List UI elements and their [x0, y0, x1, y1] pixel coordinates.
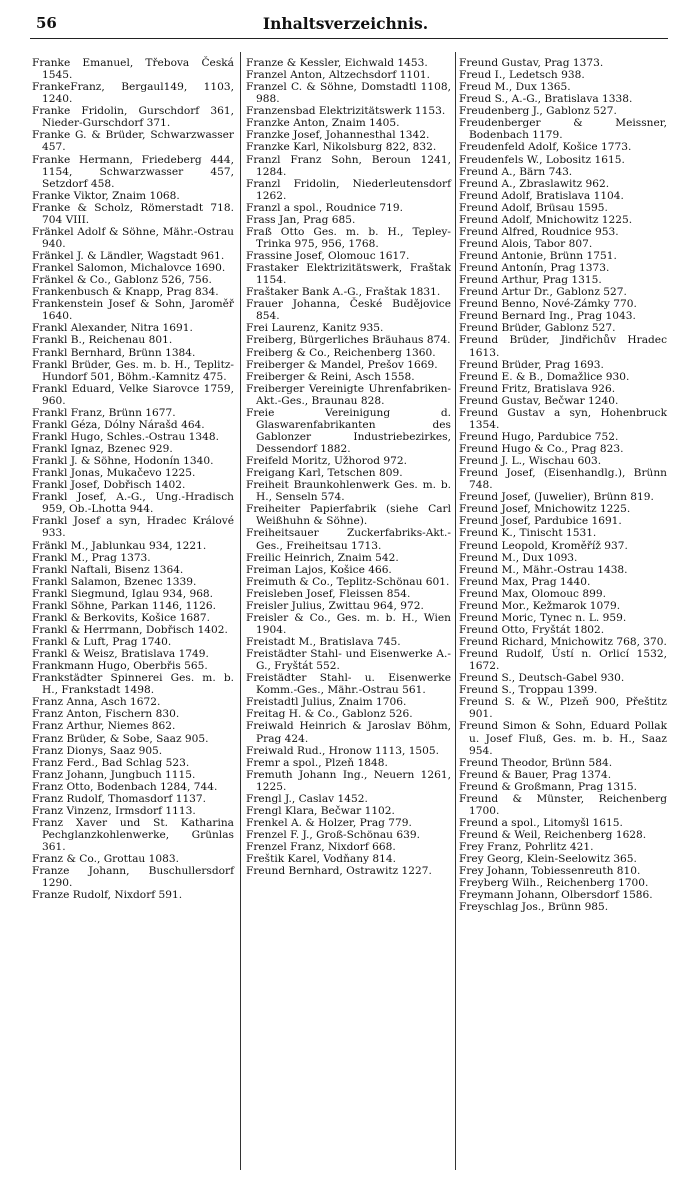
index-entry: Freiwald Rud., Hronow 1113, 1505. [246, 744, 440, 757]
index-entry: Freund Otto, Fryštát 1802. [459, 623, 605, 636]
index-entry: Freiberger & Reini, Asch 1558. [246, 370, 415, 383]
index-entry: Freund Brüder, Jindřichův Hradec 1613. [459, 334, 667, 359]
index-entry: Franz Anton, Fischern 830. [32, 708, 180, 721]
index-entry: Freund Bernhard, Ostrawitz 1227. [246, 865, 432, 878]
index-entry: Freistädter Stahl- und Eisenwerke A.-G., Fryštát 552. [246, 648, 451, 673]
index-entry: Franzl Fridolin, Niederleutensdorf 1262. [246, 177, 451, 202]
index-entry: Freund Brüder, Prag 1693. [459, 358, 604, 371]
index-entry: Franz Dionys, Saaz 905. [32, 744, 163, 757]
index-entry: Freund Rudolf, Ústí n. Orlicí 1532, 1672. [459, 648, 667, 673]
index-entry: Freund S., Troppau 1399. [459, 684, 598, 697]
index-entry: Franz Xaver und St. Katharina Pechglanzkohlenwerke, Grünlas 361. [32, 816, 234, 854]
index-entry: Fränkel J. & Ländler, Wagstadt 961. [32, 250, 225, 262]
index-entry: Franze Johann, Buschullersdorf 1290. [32, 865, 234, 890]
index-entry: Freund Alfred, Roudnice 953. [459, 225, 619, 238]
index-entry: Frey Johann, Tobiessenreuth 810. [459, 865, 641, 878]
column-divider [240, 52, 241, 1170]
index-entry: Freund & Münster, Reichenberg 1700. [459, 792, 667, 817]
index-entry: Freund Simon & Sohn, Eduard Pollak u. Josef Fluß, Ges. m. b. H., Saaz 954. [459, 720, 667, 757]
index-entry: Freund Antonie, Brünn 1751. [459, 250, 617, 262]
index-entry: Freund S. & W., Plzeň 900, Přeštitz 901. [459, 696, 667, 721]
index-entry: Franz Rudolf, Thomasdorf 1137. [32, 792, 207, 805]
index-entry: Freund Josef, (Juwelier), Brünn 819. [459, 491, 654, 504]
index-entry: Frankl Eduard, Velke Siarovce 1759, 960. [32, 382, 234, 407]
index-entry: Freistadt M., Bratislava 745. [246, 636, 401, 648]
index-entry: Freund a spol., Litomyšl 1615. [459, 816, 623, 829]
index-entry: Franzke Josef, Johannesthal 1342. [246, 129, 430, 142]
index-entry: Freund Max, Prag 1440. [459, 575, 591, 588]
index-entry: Franzel C. & Söhne, Domstadtl 1108, 988. [246, 81, 451, 106]
index-entry: Freund Alois, Tabor 807. [459, 237, 593, 250]
index-entry: Freistadtl Julius, Znaim 1706. [246, 696, 407, 709]
index-entry: Frankl B., Reichenau 801. [32, 334, 173, 347]
index-entry: Frankmann Hugo, Oberbřis 565. [32, 660, 208, 673]
index-entry: Franz Otto, Bodenbach 1284, 744. [32, 780, 218, 793]
index-entry: Franz Brüder, & Sobe, Saaz 905. [32, 732, 209, 745]
index-entry: Franz Arthur, Niemes 862. [32, 720, 176, 733]
index-entry: Frankl Franz, Brünn 1677. [32, 406, 176, 419]
index-entry: Freisler Julius, Zwittau 964, 972. [246, 599, 424, 612]
index-entry: Freund Adolf, Brüsau 1595. [459, 201, 608, 214]
index-entry: Freund A., Bärn 743. [459, 165, 573, 178]
index-entry: Freiberger Vereinigte Uhrenfabriken-Akt.-Ges., Braunau 828. [246, 382, 451, 407]
index-entry: Freund M., Dux 1093. [459, 551, 578, 564]
index-entry: Freiheit Braunkohlenwerk Ges. m. b. H., Senseln 574. [246, 479, 451, 504]
index-entry: Frankl & Weisz, Bratislava 1749. [32, 648, 209, 661]
index-entry: FrankeFranz, Bergaul149, 1103, 1240. [32, 81, 234, 106]
index-entry: Freud I., Ledetsch 938. [459, 69, 585, 82]
index-entry: Freund & Großmann, Prag 1315. [459, 780, 637, 793]
index-entry: Freilic Heinrich, Znaim 542. [246, 551, 399, 564]
index-entry: Freund & Weil, Reichenberg 1628. [459, 829, 647, 841]
index-entry: Freudenberg J., Gablonz 527. [459, 105, 617, 118]
index-entry: Franzke Karl, Nikolsburg 822, 832. [246, 141, 437, 154]
index-entry: Franke Fridolin, Gurschdorf 361, Nieder-Gurschdorf 371. [32, 105, 234, 130]
index-entry: Frankl M., Prag 1373. [32, 551, 151, 564]
index-entry: Franke Hermann, Friedeberg 444, 1154, Schwarzwasser 457, Setzdorf 458. [32, 153, 234, 190]
index-entry: Franke Viktor, Znaim 1068. [32, 189, 180, 202]
index-entry: Freund M., Mähr.-Ostrau 1438. [459, 563, 628, 576]
index-entry: Freund A., Zbraslawitz 962. [459, 177, 610, 190]
index-entry: Freund Arthur, Prag 1315. [459, 274, 602, 287]
index-entry: Freiberg & Co., Reichenberg 1360. [246, 346, 436, 359]
index-entry: Frenzel Franz, Nixdorf 668. [246, 841, 396, 854]
index-entry: Frankl Ignaz, Bzenec 929. [32, 443, 173, 455]
index-entry: Freiheiter Papierfabrik (siehe Carl Weißhuhn & Söhne). [246, 503, 451, 528]
index-entry: Fränkel Adolf & Söhne, Mähr.-Ostrau 940. [32, 225, 234, 250]
index-entry: Freund Leopold, Kroměříž 937. [459, 539, 628, 552]
index-entry: Freund Bernard Ing., Prag 1043. [459, 310, 636, 323]
index-entry: Freiwald Heinrich & Jaroslav Böhm, Prag 424. [246, 720, 451, 745]
index-entry: Frengl Klara, Bečwar 1102. [246, 804, 395, 817]
index-entry: Freund K., Tinischt 1531. [459, 527, 597, 540]
page-title: Inhaltsverzeichnis. [262, 14, 429, 33]
index-entry: Frankl Söhne, Parkan 1146, 1126. [32, 599, 216, 612]
index-entry: Freund Josef, Mnichowitz 1225. [459, 503, 631, 516]
index-column-2 [246, 57, 451, 877]
index-entry: Freund Josef, (Eisenhandlg.), Brünn 748. [459, 467, 667, 492]
index-entry: Frankl Josef, A.-G., Ung.-Hradisch 959, Ob.-Lhotta 944. [32, 491, 234, 516]
index-entry: Franze Rudolf, Nixdorf 591. [32, 889, 183, 902]
index-entry: Freund S., Deutsch-Gabel 930. [459, 672, 625, 685]
index-entry: Freund Benno, Nové-Zámky 770. [459, 298, 637, 311]
index-entry: Frass Jan, Prag 685. [246, 213, 356, 226]
index-entry: Frankl Géza, Dólny Nárašd 464. [32, 418, 205, 431]
index-entry: Freigang Karl, Tetschen 809. [246, 467, 403, 480]
index-entry: Freistädter Stahl- u. Eisenwerke Komm.-Ges., Mähr.-Ostrau 561. [246, 672, 451, 697]
index-entry: Franzel Anton, Altzechsdorf 1101. [246, 69, 431, 82]
index-entry: Frankl Brüder, Ges. m. b. H., Teplitz-Hundorf 501, Böhm.-Kamnitz 475. [32, 358, 234, 383]
index-entry: Fraß Otto Ges. m. b. H., Tepley-Trinka 975, 956, 1768. [246, 225, 451, 250]
index-entry: Freund Max, Olomouc 899. [459, 587, 606, 600]
index-entry: Freund Antonín, Prag 1373. [459, 262, 610, 275]
index-entry: Frey Franz, Pohrlitz 421. [459, 841, 594, 854]
index-entry: Freiberger & Mandel, Prešov 1669. [246, 358, 438, 371]
index-entry: Frankenstein Josef & Sohn, Jaroměř 1640. [32, 298, 234, 323]
index-entry: Franz & Co., Grottau 1083. [32, 853, 179, 866]
index-entry: Frauer Johanna, České Budějovice 854. [246, 298, 451, 323]
index-entry: Frankl Alexander, Nitra 1691. [32, 322, 193, 335]
index-entry: Franze & Kessler, Eichwald 1453. [246, 57, 428, 69]
index-entry: Freisler & Co., Ges. m. b. H., Wien 1904. [246, 611, 451, 636]
index-entry: Freiman Lajos, Košice 466. [246, 563, 392, 576]
index-entry: Freund Fritz, Bratislava 926. [459, 382, 616, 395]
index-entry: Frassine Josef, Olomouc 1617. [246, 250, 410, 262]
index-entry: Freund Hugo, Pardubice 752. [459, 430, 619, 443]
index-entry: Freund & Bauer, Prag 1374. [459, 768, 612, 781]
index-entry: Freund Adolf, Bratislava 1104. [459, 189, 624, 202]
index-entry: Freudenfeld Adolf, Košice 1773. [459, 141, 632, 154]
index-entry: Freudenberger & Meissner, Bodenbach 1179. [459, 117, 667, 142]
index-entry: Franzensbad Elektrizitätswerk 1153. [246, 105, 446, 118]
index-entry: Frastaker Elektrizitätswerk, Fraštak 1154. [246, 262, 451, 287]
index-entry: Fränkel & Co., Gablonz 526, 756. [32, 274, 212, 287]
index-entry: Franz Vinzenz, Irmsdorf 1113. [32, 804, 196, 817]
column-divider [455, 52, 456, 1170]
index-entry: Freund Josef, Pardubice 1691. [459, 515, 622, 528]
index-entry: Freie Vereinigung d. Glaswarenfabrikanten des Gablonzer Industriebezirkes, Dessendorf 1882. [246, 406, 451, 455]
index-entry: Fraštaker Bank A.-G., Fraštak 1831. [246, 286, 441, 299]
index-entry: Franz Johann, Jungbuch 1115. [32, 768, 196, 781]
index-entry: Freund Hugo & Co., Prag 823. [459, 443, 624, 455]
index-entry: Franke & Scholz, Römerstadt 718. 704 VIII. [32, 201, 234, 226]
index-entry: Freud M., Dux 1365. [459, 81, 571, 94]
index-entry: Freiheitsauer Zuckerfabriks-Akt.-Ges., Freiheitsau 1713. [246, 527, 451, 552]
index-column-1 [32, 57, 234, 901]
index-entry: Freudenfels W., Lobositz 1615. [459, 153, 625, 166]
index-entry: Frankl Josef, Dobřisch 1402. [32, 479, 186, 492]
page-number: 56 [36, 14, 57, 32]
index-entry: Franzl Franz Sohn, Beroun 1241, 1284. [246, 153, 451, 178]
index-entry: Frei Laurenz, Kanitz 935. [246, 322, 384, 335]
index-entry: Fränkl M., Jablunkau 934, 1221. [32, 539, 207, 552]
header-rule [30, 38, 668, 39]
index-entry: Freund E. & B., Domažlice 930. [459, 370, 630, 383]
index-entry: Frankl J. & Söhne, Hodonín 1340. [32, 455, 214, 468]
index-entry: Freund Moric, Tynec n. L. 959. [459, 611, 627, 624]
index-entry: Freund Mor., Kežmarok 1079. [459, 599, 621, 612]
index-entry: Freund J. L., Wischau 603. [459, 455, 602, 468]
index-entry: Frenzel F. J., Groß-Schönau 639. [246, 829, 420, 841]
index-entry: Freund Artur Dr., Gablonz 527. [459, 286, 627, 299]
index-entry: Franz Ferd., Bad Schlag 523. [32, 756, 190, 769]
index-entry: Freud S., A.-G., Bratislava 1338. [459, 93, 633, 106]
index-entry: Freund Gustav a syn, Hohenbruck 1354. [459, 406, 667, 431]
index-entry: Franzl a spol., Roudnice 719. [246, 201, 403, 214]
index-entry: Frankl Jonas, Mukačevo 1225. [32, 467, 196, 480]
index-entry: Frankl Salamon, Bzenec 1339. [32, 575, 197, 588]
index-column-3 [459, 57, 667, 913]
index-entry: Frankl Hugo, Schles.-Ostrau 1348. [32, 430, 220, 443]
index-entry: Freund Gustav, Bečwar 1240. [459, 394, 619, 407]
index-entry: Franke Emanuel, Třebova Česká 1545. [32, 57, 234, 82]
index-entry: Frankel Salomon, Michalovce 1690. [32, 262, 226, 275]
index-entry: Freitag H. & Co., Gablonz 526. [246, 708, 413, 721]
index-entry: Freisleben Josef, Fleissen 854. [246, 587, 411, 600]
index-entry: Freymann Johann, Olbersdorf 1586. [459, 889, 653, 902]
index-entry: Franzke Anton, Znaim 1405. [246, 117, 400, 130]
index-entry: Frankl Bernhard, Brünn 1384. [32, 346, 196, 359]
index-entry: Freund Richard, Mnichowitz 768, 370. [459, 636, 667, 648]
index-entry: Frankl & Luft, Prag 1740. [32, 636, 172, 648]
index-entry: Freiberg, Bürgerliches Bräuhaus 874. [246, 334, 451, 347]
index-entry: Frankl & Berkovits, Košice 1687. [32, 611, 210, 624]
index-entry: Freimuth & Co., Teplitz-Schönau 601. [246, 575, 450, 588]
index-entry: Frankl & Herrmann, Dobřisch 1402. [32, 623, 228, 636]
index-entry: Fremuth Johann Ing., Neuern 1261, 1225. [246, 768, 451, 793]
index-entry: Frenkel A. & Holzer, Prag 779. [246, 816, 412, 829]
index-entry: Freštik Karel, Vodňany 814. [246, 853, 396, 866]
index-entry: Frankstädter Spinnerei Ges. m. b. H., Frankstadt 1498. [32, 672, 234, 697]
index-entry: Frankl Josef a syn, Hradec Králové 933. [32, 515, 234, 540]
index-entry: Frengl J., Caslav 1452. [246, 792, 368, 805]
index-entry: Frankenbusch & Knapp, Prag 834. [32, 286, 219, 299]
index-entry: Freund Brüder, Gablonz 527. [459, 322, 616, 335]
index-entry: Freyberg Wilh., Reichenberg 1700. [459, 877, 649, 890]
index-entry: Franz Anna, Asch 1672. [32, 696, 161, 709]
index-entry: Frey Georg, Klein-Seelowitz 365. [459, 853, 637, 866]
index-entry: Freund Theodor, Brünn 584. [459, 756, 613, 769]
index-entry: Freyschlag Jos., Brünn 985. [459, 901, 609, 914]
index-entry: Frankl Naftali, Bisenz 1364. [32, 563, 184, 576]
index-entry: Freifeld Moritz, Užhorod 972. [246, 455, 407, 468]
index-entry: Freund Adolf, Mnichowitz 1225. [459, 213, 633, 226]
index-entry: Frankl Siegmund, Iglau 934, 968. [32, 587, 214, 600]
index-entry: Fremr a spol., Plzeň 1848. [246, 756, 388, 769]
index-entry: Franke G. & Brüder, Schwarzwasser 457. [32, 129, 234, 154]
index-entry: Freund Gustav, Prag 1373. [459, 57, 604, 69]
